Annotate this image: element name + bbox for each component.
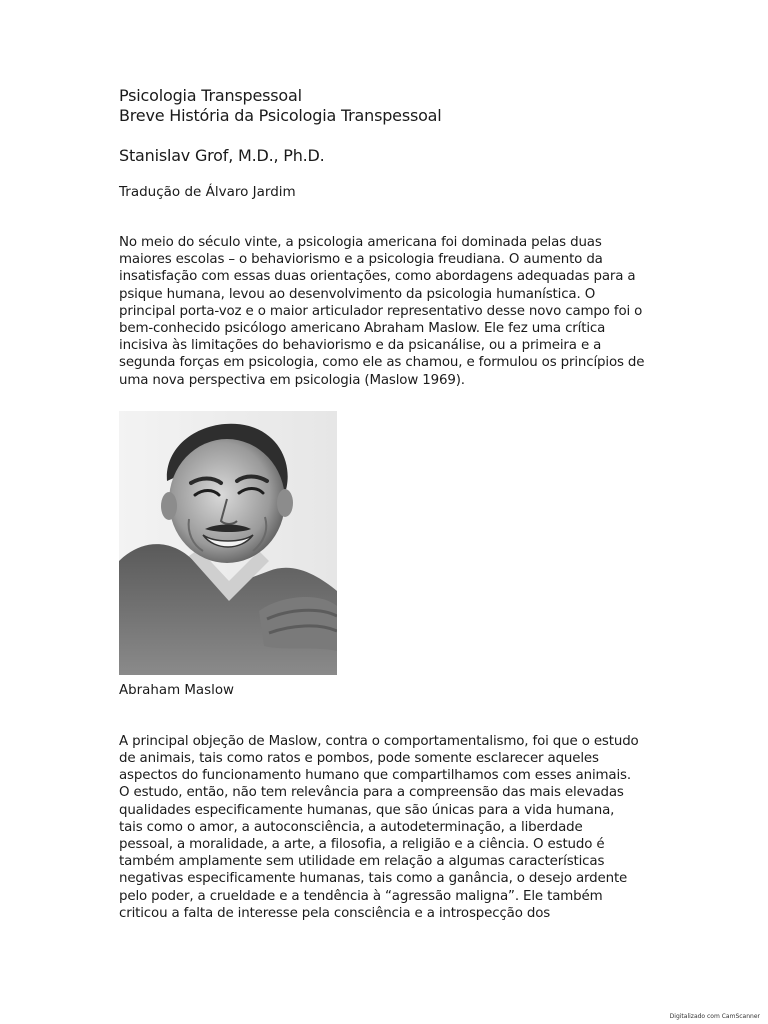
body-paragraph-2: A principal objeção de Maslow, contra o comportamentalismo, foi que o estudo de animais, tais como ratos e pombos, pode somente esclarecer aqueles aspectos do funcionamento humano que compartilhamos com esses animais. O estudo, então, não tem relevância para a compreensão das mais elevadas qualidades especificamente humanas, que são únicas para a vida humana, tais como o amor, a autoconsciência, a autodeterminação, a liberdade pessoal, a moralidade, a arte, a filosofia, a religião e a ciência. O estudo é também amplamente sem utilidade em relação a algumas características negativas especificamente humanas, tais como a ganância, o desejo ardente pelo poder, a crueldade e a tendência à “agressão maligna”. Ele também criticou a falta de interesse pela consciência e a introspecção dos — [119, 733, 639, 921]
document-title: Psicologia Transpessoal — [119, 86, 302, 105]
photo-caption: Abraham Maslow — [119, 682, 234, 698]
document-subtitle: Breve História da Psicologia Transpessoal — [119, 106, 442, 125]
portrait-photo — [119, 411, 337, 675]
document-page — [119, 86, 659, 922]
author-line: Stanislav Grof, M.D., Ph.D. — [119, 146, 325, 165]
body-paragraph-1: No meio do século vinte, a psicologia americana foi dominada pelas duas maiores escolas – o behaviorismo e a psicologia freudiana. O aumento da insatisfação com essas duas orientações, como abordagens adequadas para a psique humana, levou ao desenvolvimento da psicologia humanística. O principal porta-voz e o maior articulador representativo desse novo campo foi o bem-conhecido psicólogo americano Abraham Maslow. Ele fez uma crítica incisiva às limitações do behaviorismo e da psicanálise, ou a primeira e a segunda forças em psicologia, como ele as chamou, e formulou os princípios de uma nova perspectiva em psicologia (Maslow 1969). — [119, 235, 645, 388]
scanner-watermark: Digitalizado com CamScanner — [669, 1013, 760, 1020]
translator-line: Tradução de Álvaro Jardim — [119, 184, 296, 200]
